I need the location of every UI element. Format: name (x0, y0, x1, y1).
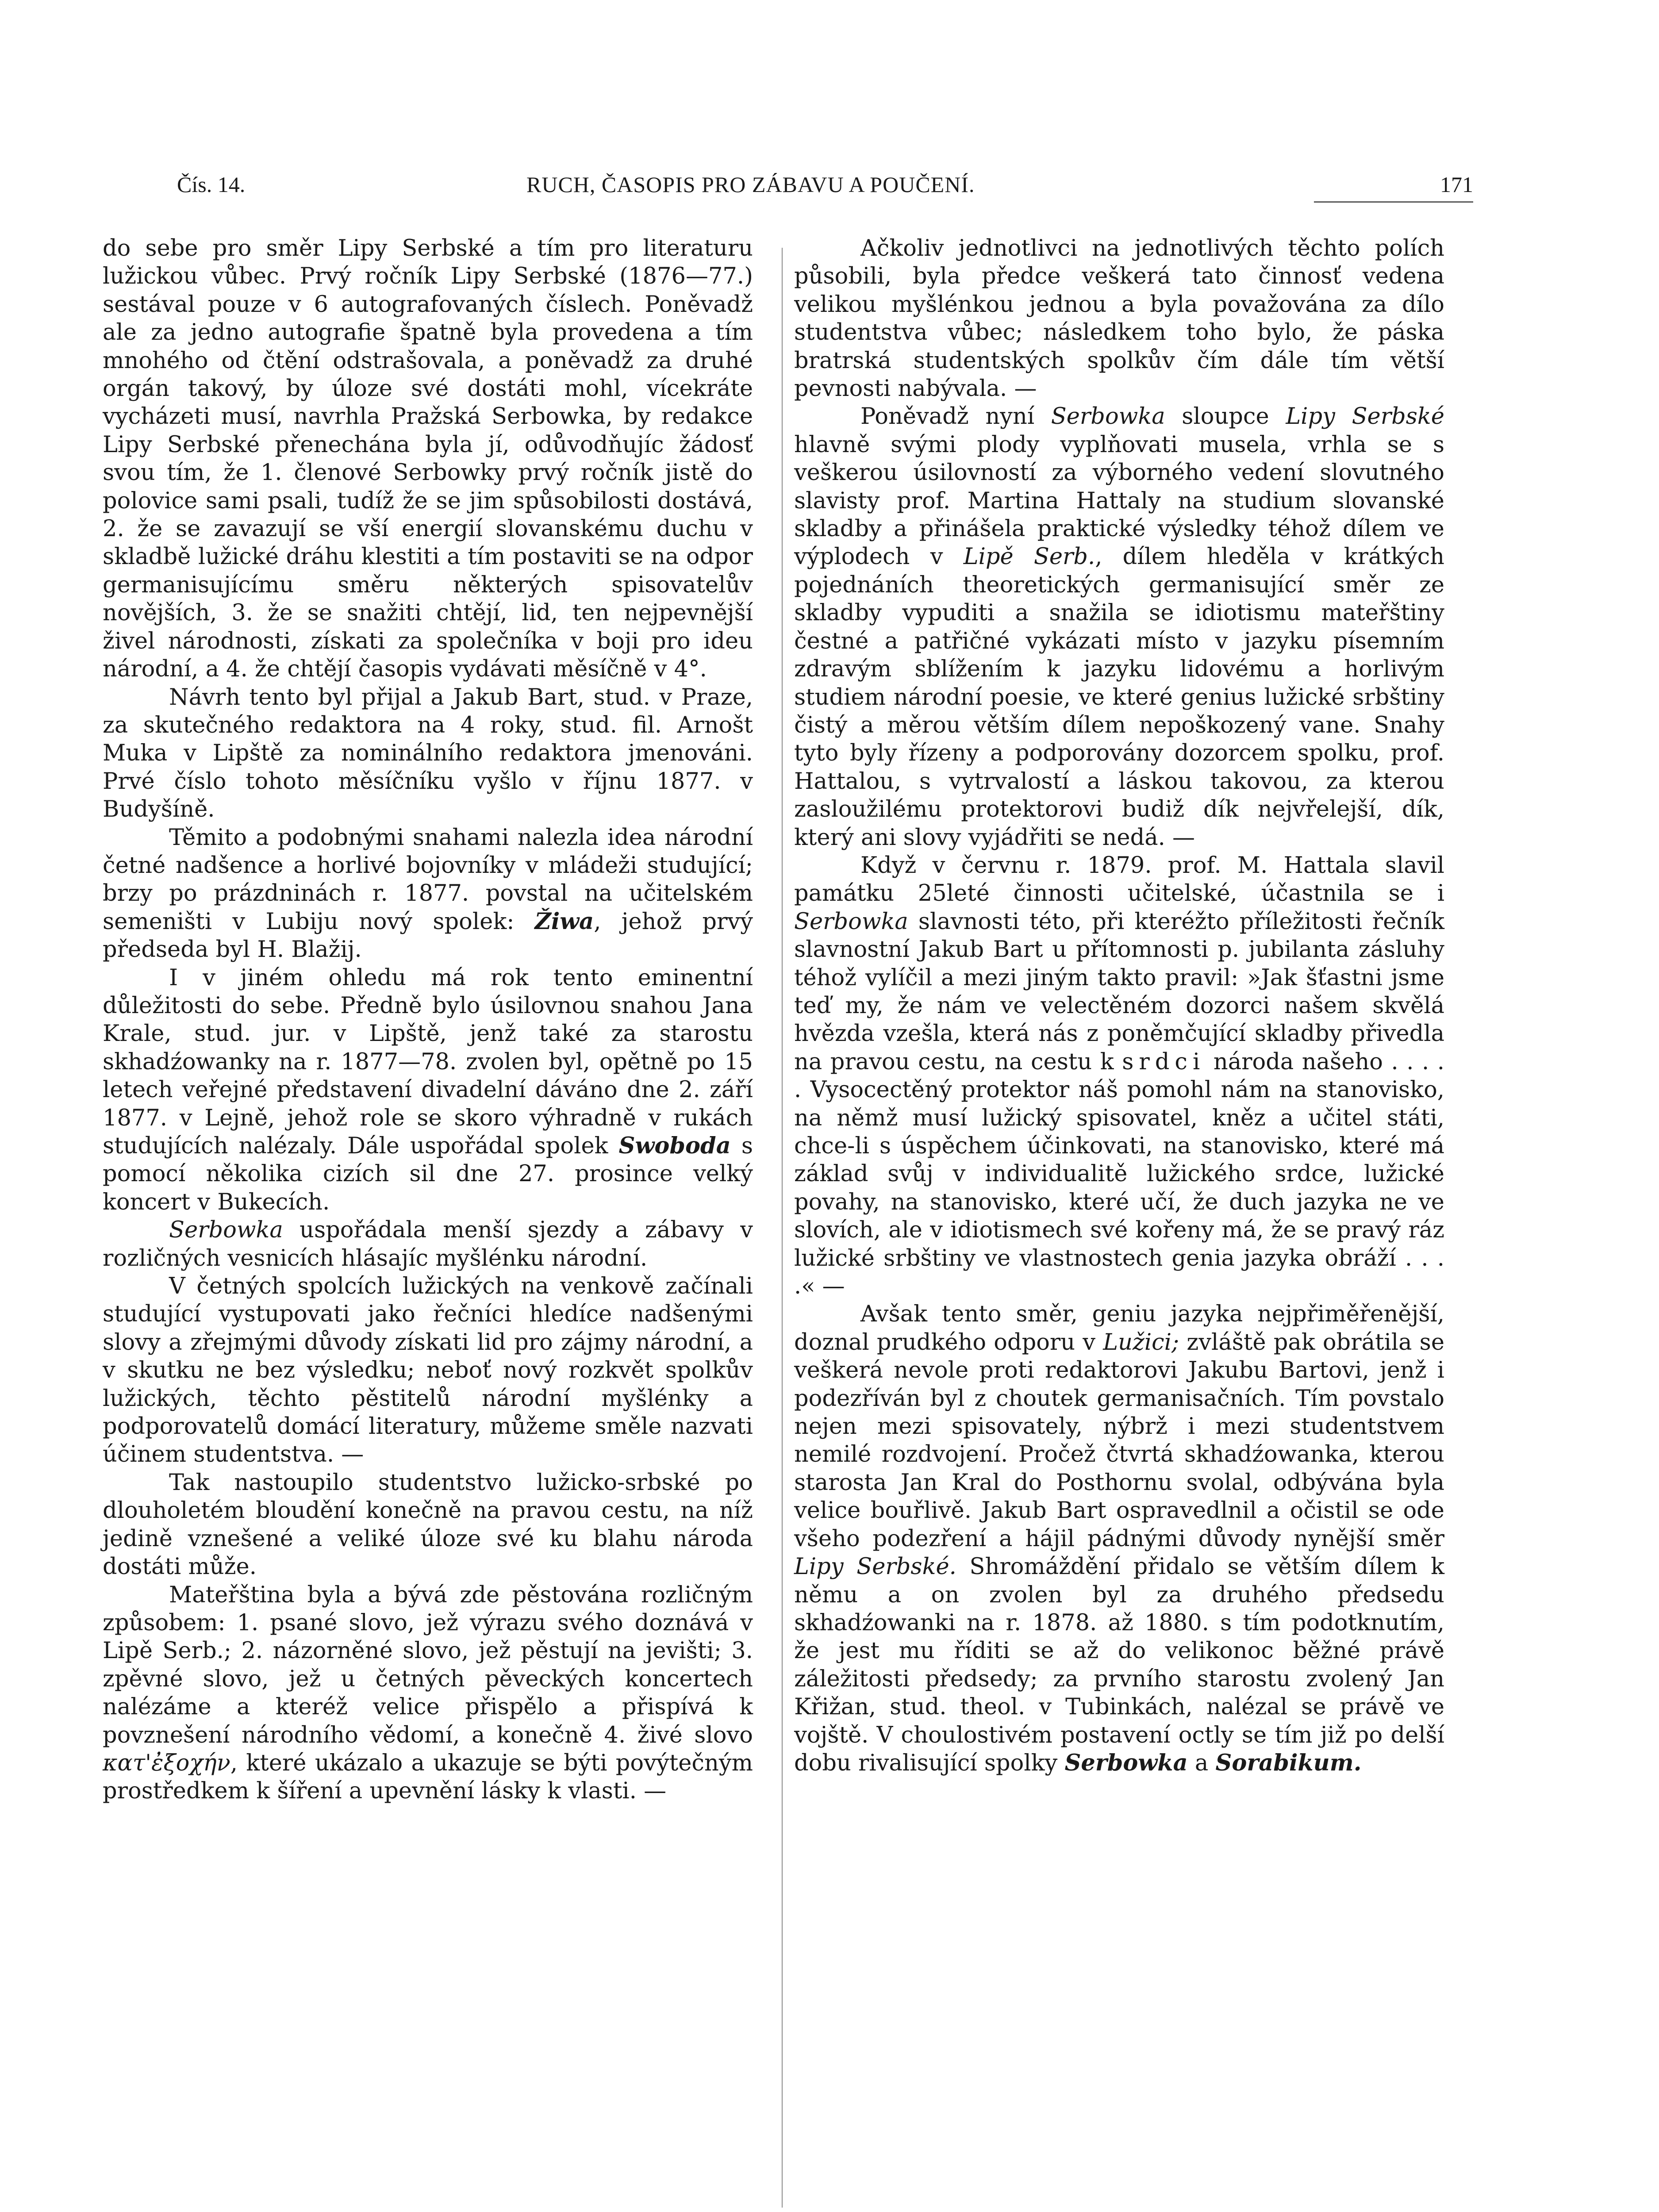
spaced-word: srdci (1122, 1048, 1206, 1075)
society-name: Swoboda (618, 1133, 731, 1159)
text-run: sloupce (1165, 403, 1286, 430)
paragraph: Ačkoliv jednotlivci na jednotlivých těchto polích působili, byla předce veškerá tato činnosť vedena velikou myšlénkou jednou a byla považována za dílo studentstva vůbec; následkem toho bylo, že páska bratrská studentských spolkův čím dále tím větší pevnosti nabývala. — (794, 235, 1444, 402)
paragraph (103, 1216, 753, 1272)
right-column (794, 234, 1444, 1777)
society-name: Serbowka (794, 908, 908, 935)
place-name: Lužici; (1103, 1329, 1179, 1356)
society-name: Serbowka (1064, 1749, 1188, 1776)
paragraph (103, 824, 753, 964)
text-run: I v jiném ohledu má rok tento eminentní důležitosti do sebe. Předně bylo úsilovnou snahou Jana Krale, stud. jur. v Lipště, jenž také za starostu skhadźowanky na r. 1877—78. zvolen byl, opětně po 15 letech veřejné představení divadelní dáváno dne 2. září 1877. v Lejně, jehož role se skoro výhradně v rukách studujících nalézaly. Dále uspořádal spolek (103, 964, 753, 1159)
text-run: uspořádala menší sjezdy a zábavy v rozličných vesnicích hlásajíc myšlénku národní. (103, 1217, 753, 1271)
paragraph: V četných spolcích lužických na venkově začínali studující vystupovati jako řečníci hledíce nadšenými slovy a zřejmými důvody získati lid pro zájmy národní, a v skutku ne bez výsledku; neboť nový rozkvět spolkův lužických, těchto pěstitelů národní myšlénky a podporovatelů domácí literatury, můžeme směle nazvati účinem studentstva. — (103, 1273, 753, 1468)
left-column (103, 234, 753, 1805)
society-name: Žiwa (534, 908, 594, 935)
text-run: a (1187, 1750, 1216, 1776)
text-run: Shromáždění přidalo se větším dílem k němu a on zvolen byl za druhého předsedu skhadźowanki na r. 1878. až 1880. s tím podotknutím, že jest mu říditi se až do velikonoc běžné právě záležitosti předsedy; za prvního starostu zvolený Jan Křižan, stud. theol. v Tubinkách, nalézal se právě ve vojště. V choulostivém postavení octly se tím již po delší dobu rivalisující spolky (794, 1554, 1444, 1776)
paragraph: do sebe pro směr Lipy Serbské a tím pro literaturu lužickou vůbec. Prvý ročník Lipy Serbské (1876—77.) sestával pouze v 6 autografovaných číslech. Poněvadž ale za jedno autografie špatně byla provedena a tím mnohého od čtění odstrašovala, a poněvadž za druhé orgán takový, by úloze své dostáti mohl, vícekráte vycházeti musí, navrhla Pražská Serbowka, by redakce Lipy Serbské přenechána byla jí, odůvodňujíc žádosť svou tím, že 1. členové Serbowky prvý ročník jistě do polovice sami psali, tudíž že se jim spůsobilosti dostává, 2. že se zavazují se vší energií slovanskému duchu v skladbě lužické dráhu klestiti a tím postaviti se na odpor germanisujícímu směru některých spisovatelův novějších, 3. že se snažiti chtějí, lid, ten nejpevnější živel národnosti, získati za společníka v boji pro ideu národní, a 4. že chtějí časopis vydávati měsíčně v 4°. (103, 235, 753, 683)
paragraph (794, 403, 1444, 852)
journal-name: Lipy Serbské. (794, 1554, 956, 1580)
society-name: Serbowka (169, 1217, 283, 1244)
text-run: , jehož prvý předseda byl H. Blažij. (103, 908, 753, 963)
page-number: 171 (1440, 172, 1473, 197)
text-run: hlavně svými plody vyplňovati musela, vrhla se s veškerou úsilovností za výborného vedení slovutného slavisty prof. Martina Hattaly na studium slovanské skladby a přinášela praktické výsledky téhož dílem ve výplodech v (794, 431, 1444, 570)
text-run: národa našeho . . . . . Vysocectěný protektor náš pomohl nám na stanovisko, na němž musí lužický spisovatel, kněz a učitel státi, chce-li s úspěchem účinkovati, na stanovisko, které má základ svůj v individualitě lužického srdce, lužické povahy, na stanovisko, které učí, že duch jazyka ne ve slovích, ale v idiotismech své kořeny má, že se pravý ráz lužické srbštiny ve vlastnostech genia jazyka obráží . . . .« — (794, 1048, 1444, 1300)
journal-title: RUCH, ČASOPIS PRO ZÁBAVU A POUČENÍ. (526, 172, 975, 197)
text-run: Když v červnu r. 1879. prof. M. Hattala slavil památku 25leté činnosti učitelské, účastnila se i (794, 852, 1444, 907)
paragraph (794, 1300, 1444, 1777)
society-name: Sorabikum. (1215, 1749, 1362, 1776)
paragraph: Tak nastoupilo studentstvo lužicko-srbské po dlouholetém bloudění konečně na pravou cestu, na níž jedině vznešené a veliké úloze své ku blahu národa dostáti může. (103, 1469, 753, 1580)
text-run: Avšak tento směr, geniu jazyka nejpřiměřenější, doznal prudkého odporu v (794, 1301, 1444, 1356)
society-name: Serbowka (1051, 403, 1165, 430)
text-run: slavnosti této, při kteréžto příležitosti řečník slavnostní Jakub Bart u přítomnosti p. jubilanta zásluhy téhož vylíčil a mezi jiným takto pravil: »Jak šťastni jsme teď my, že nám ve velectěném dozorci našem skvělá hvězda vzešla, která nás z poněmčující skladby přivedla na pravou cestu, na cestu k (794, 908, 1444, 1075)
text-run: , dílem hleděla v krátkých pojednáních theoretických germanisující směr ze skladby vypuditi a snažila se idiotismu mateřštiny čestné a patřičné vykázati místo v jazyku písemním zdravým sblížením k jazyku lidovému a horlivým studiem národní poesie, ve které genius lužické srbštiny čistý a měrou větším dílem nepoškozený vane. Snahy tyto byly řízeny a podporovány dozorcem spolku, prof. Hattalou, s vytrvalostí a láskou takovou, za kterou zasloužilému protektorovi budiž dík nejvřelejší, dík, který ani slovy vyjádřiti se nedá. — (794, 544, 1444, 851)
journal-name: Lipy Serbské (1286, 403, 1444, 430)
text-run: , které ukázalo a ukazuje se býti povýtečným prostředkem k šíření a upevnění lásky k vlasti. — (103, 1750, 753, 1805)
column-divider (782, 248, 783, 2208)
text-run: Mateřština byla a bývá zde pěstována rozličným způsobem: 1. psané slovo, jež výrazu svého doznává v Lipě Serb.; 2. názorněné slovo, jež pěstují na jevišti; 3. zpěvné slovo, jež u četných pěveckých koncertech nalézáme a kteréž velice přispělo a přispívá k povznešení národního vědomí, a konečně 4. živé slovo (103, 1582, 753, 1748)
header-rule (1314, 201, 1473, 203)
paragraph: Návrh tento byl přijal a Jakub Bart, stud. v Praze, za skutečného redaktora na 4 roky, stud. fil. Arnošt Muka v Lipště za nominálního redaktora jmenováni. Prvé číslo tohoto měsíčníku vyšlo v říjnu 1877. v Budyšíně. (103, 684, 753, 823)
issue-number: Čís. 14. (177, 172, 246, 197)
journal-name: Lipě Serb. (963, 544, 1095, 570)
paragraph (794, 852, 1444, 1301)
text-run: zvláště pak obrátila se veškerá nevole proti redaktorovi Jakubu Bartovi, jenž i podezříván byl z choutek germanisačních. Tím povstalo nejen mezi spisovately, nýbrž i mezi studentstvem nemilé rozdvojení. Pročež čtvrtá skhadźowanka, kterou starosta Jan Kral do Posthornu svolal, odbývána byla velice bouřlivě. Jakub Bart ospravedlnil a očistil se ode všeho podezření a hájil pádnými důvody nynější směr (794, 1329, 1445, 1552)
paragraph (103, 964, 753, 1217)
text-run: s pomocí několika cizích sil dne 27. prosince velký koncert v Bukecích. (103, 1133, 753, 1215)
text-run: Poněvadž nyní (860, 403, 1051, 430)
running-header (177, 172, 1473, 207)
paragraph (103, 1581, 753, 1805)
text-run: Těmito a podobnými snahami nalezla idea národní četné nadšence a horlivé bojovníky v mládeži studující; brzy po prázdninách r. 1877. povstal na učitelském semeništi v Lubiju nový spolek: (103, 824, 753, 935)
greek-phrase: κατ'ἐξοχήν (103, 1750, 230, 1776)
